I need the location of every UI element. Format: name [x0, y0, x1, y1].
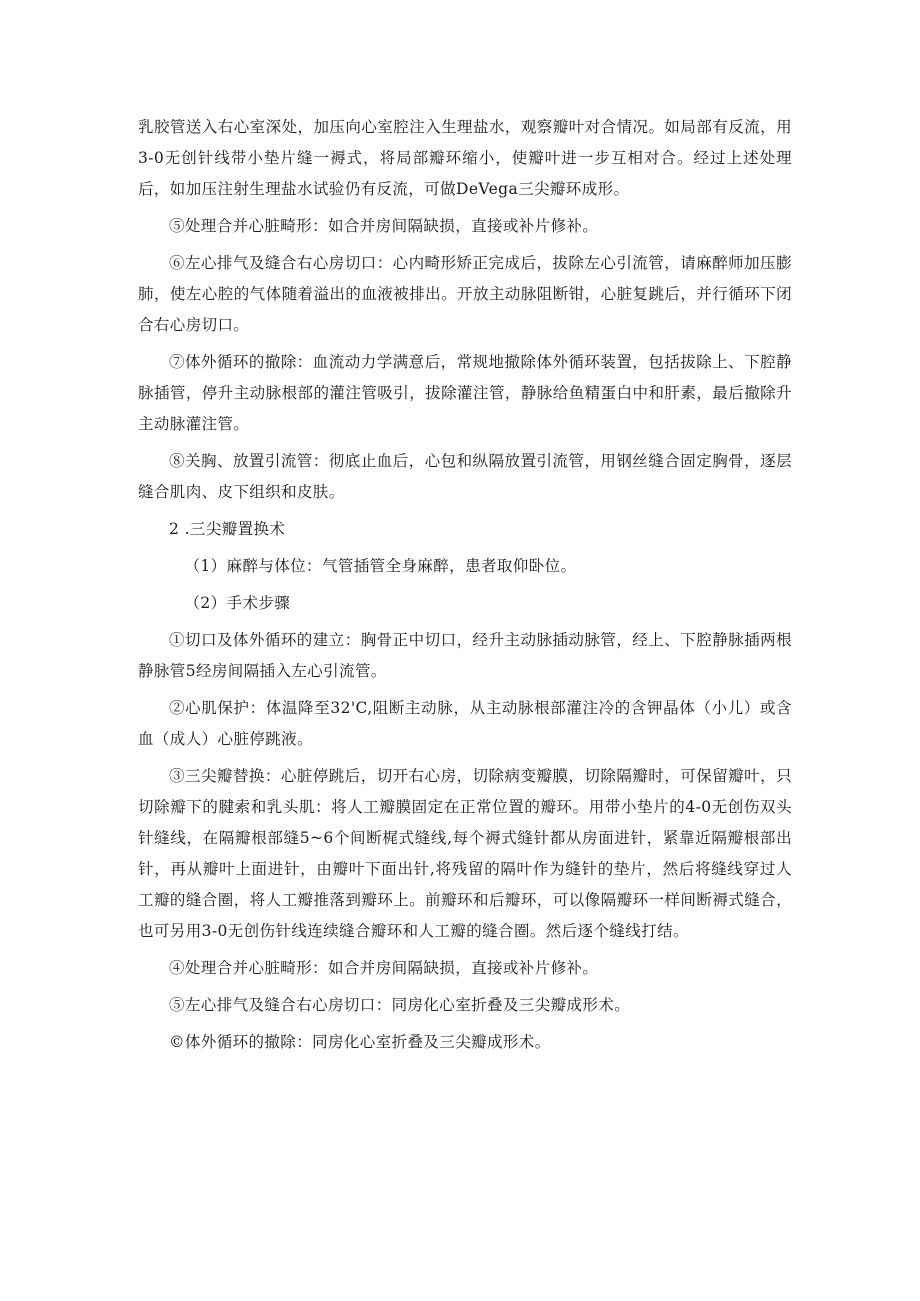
paragraph-continuation: 乳胶管送入右心室深处，加压向心室腔注入生理盐水，观察瓣叶对合情况。如局部有反流，用3-0无创针线带小垫片缝一褥式，将局部瓣环缩小，使瓣叶进一步互相对合。经过上述处理后，如加压注射生理盐水试验仍有反流，可做DeVega三尖瓣环成形。	[138, 118, 792, 198]
document-body	[138, 112, 792, 1064]
paragraph-surgical-steps-heading: （2）手术步骤	[184, 594, 291, 612]
paragraph-step-5-cardiac-malformation: ⑤处理合并心脏畸形：如合并房间隔缺损，直接或补片修补。	[169, 217, 599, 235]
paragraph-step-1-incision: ①切口及体外循环的建立：胸骨正中切口，经升主动脉插动脉管，经上、下腔静脉插两根静脉管5经房间隔插入左心引流管。	[138, 631, 792, 680]
paragraph-step-3-valve-replacement: ③三尖瓣替换：心脏停跳后，切开右心房，切除病变瓣膜，切除隔瓣时，可保留瓣叶，只切除瓣下的腱索和乳头肌：将人工瓣膜固定在正常位置的瓣环。用带小垫片的4-0无创伤双头针缝线，在隔瓣根部缝5~6个间断梶式缝线,每个褥式缝针都从房面进针，紧靠近隔瓣根部出针，再从瓣叶上面进针，由瓣叶下面出针,将残留的隔叶作为缝针的垫片，然后将缝线穿过人工瓣的缝合圈，将人工瓣推落到瓣环上。前瓣环和后瓣环，可以像隔瓣环一样间断褥式缝合，也可另用3-0无创伤针线连续缝合瓣环和人工瓣的缝合圈。然后逐个缝线打结。	[138, 767, 792, 940]
paragraph-step-2-myocardial-protection: ②心肌保护：体温降至32'C,阻断主动脉，从主动脉根部灌注冷的含钾晶体（小儿）或含血（成人）心脏停跳液。	[138, 699, 792, 748]
section-heading-tricuspid-replacement: 2 .三尖瓣置换术	[169, 520, 286, 538]
paragraph-anesthesia-position: （1）麻醉与体位：气管插管全身麻醉，患者取仰卧位。	[184, 557, 577, 575]
paragraph-step-7-bypass-removal: ⑦体外循环的撤除：血流动力学满意后，常规地撤除体外循环装置，包括拔除上、下腔静脉插管，停升主动脉根部的灌注管吸引，拔除灌注管，静脉给鱼精蛋白中和肝素，最后撤除升主动脉灌注管。	[138, 353, 792, 433]
paragraph-step-5-left-heart-venting: ⑤左心排气及缝合右心房切口：同房化心室折叠及三尖瓣成形术。	[169, 996, 631, 1014]
paragraph-step-6-left-heart-venting: ⑥左心排气及缝合右心房切口：心内畸形矫正完成后，拔除左心引流管，请麻醉师加压膨肺，使左心腔的气体随着溢出的血液被排出。开放主动脉阻断钳，心脏复跳后，并行循环下闭合右心房切口。	[138, 254, 792, 334]
paragraph-step-6-bypass-removal: ©体外循环的撤除：同房化心室折叠及三尖瓣成形术。	[169, 1033, 551, 1051]
paragraph-step-8-chest-closure: ⑧关胸、放置引流管：彻底止血后，心包和纵隔放置引流管，用钢丝缝合固定胸骨，逐层缝合肌肉、皮下组织和皮肤。	[138, 452, 792, 501]
paragraph-step-4-cardiac-malformation: ④处理合并心脏畸形：如合并房间隔缺损，直接或补片修补。	[169, 959, 599, 977]
